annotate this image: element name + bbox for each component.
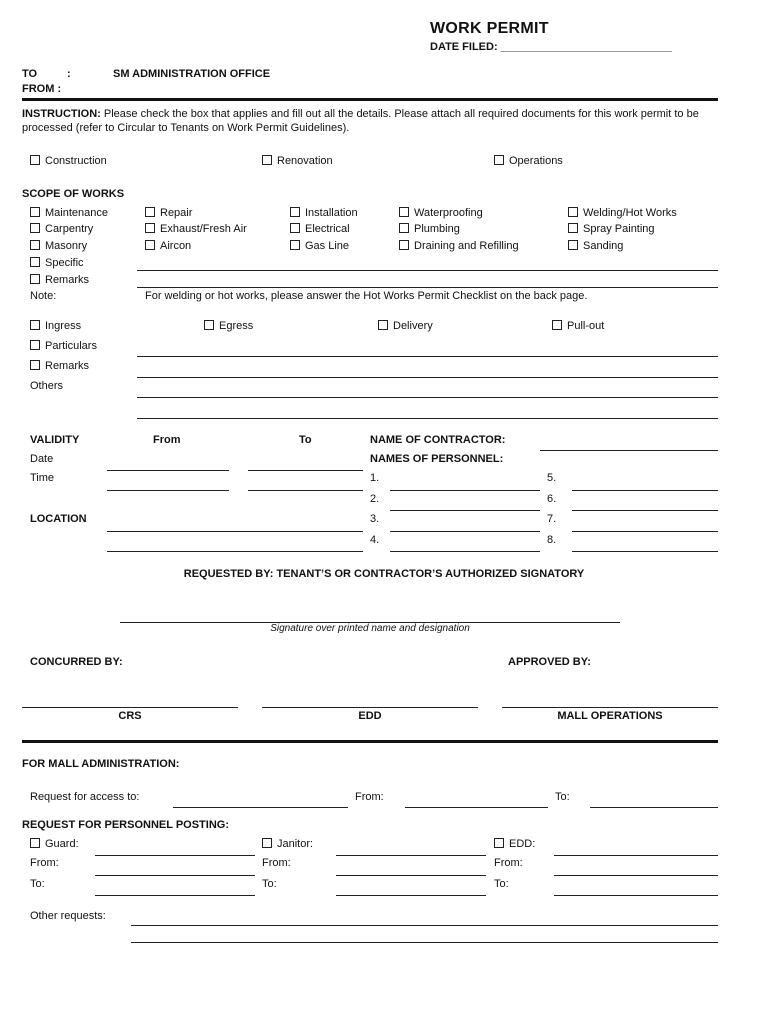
others-label: Others xyxy=(30,380,64,392)
checkbox-icon xyxy=(30,340,40,350)
checkbox-icon xyxy=(399,223,409,233)
checkbox-icon xyxy=(30,360,40,370)
checkbox-icon xyxy=(30,155,40,165)
concurred-by-label: CONCURRED BY: xyxy=(30,656,123,668)
access-to-label: To: xyxy=(555,791,570,803)
instruction-text: Please check the box that applies and fill out all the details. Please attach all required documents for this work permit to be processed (refer to Circular to Tenants on Work Permit Guidelines). xyxy=(22,108,699,134)
janitor-from-label: From: xyxy=(262,857,291,869)
specific-input-line[interactable] xyxy=(137,270,718,271)
contractor-label: NAME OF CONTRACTOR: xyxy=(370,434,506,446)
personnel-8-input-line[interactable] xyxy=(572,551,718,552)
scope-heading: SCOPE OF WORKS xyxy=(22,188,125,200)
checkbox-maintenance[interactable]: Maintenance xyxy=(30,207,108,219)
access-from-input-line[interactable] xyxy=(405,807,548,808)
particulars-input-line[interactable] xyxy=(137,356,718,357)
guard-from-input-line[interactable] xyxy=(95,875,255,876)
checkbox-icon xyxy=(30,223,40,233)
checkbox-icon xyxy=(262,155,272,165)
checkbox-carpentry[interactable]: Carpentry xyxy=(30,223,93,235)
checkbox-draining[interactable]: Draining and Refilling xyxy=(399,240,519,252)
checkbox-icon xyxy=(145,207,155,217)
checkbox-specific[interactable]: Specific xyxy=(30,257,84,269)
edd-to-input-line[interactable] xyxy=(554,895,718,896)
crs-label: CRS xyxy=(118,710,142,722)
checkbox-renovation[interactable]: Renovation xyxy=(262,155,333,167)
checkbox-masonry[interactable]: Masonry xyxy=(30,240,87,252)
checkbox-janitor[interactable]: Janitor: xyxy=(262,838,313,850)
checkbox-exhaust[interactable]: Exhaust/Fresh Air xyxy=(145,223,247,235)
personnel-number-3: 3. xyxy=(370,513,380,525)
checkbox-icon xyxy=(399,240,409,250)
checkbox-egress[interactable]: Egress xyxy=(204,320,253,332)
edd-input-line[interactable] xyxy=(554,855,718,856)
checkbox-remarks[interactable]: Remarks xyxy=(30,274,89,286)
checkbox-icon xyxy=(145,240,155,250)
mall-operations-signature-line[interactable] xyxy=(502,707,718,708)
checkbox-icon xyxy=(552,320,562,330)
access-to-input-line[interactable] xyxy=(590,807,718,808)
signature-caption: Signature over printed name and designation xyxy=(270,623,470,634)
checkbox-edd[interactable]: EDD: xyxy=(494,838,535,850)
crs-signature-line[interactable] xyxy=(22,707,238,708)
checkbox-welding[interactable]: Welding/Hot Works xyxy=(568,207,677,219)
location-input-line-2[interactable] xyxy=(107,551,363,552)
guard-from-label: From: xyxy=(30,857,59,869)
date-from-input-line[interactable] xyxy=(107,470,229,471)
edd-from-input-line[interactable] xyxy=(554,875,718,876)
personnel-5-input-line[interactable] xyxy=(572,490,718,491)
personnel-number-2: 2. xyxy=(370,493,380,505)
checkbox-plumbing[interactable]: Plumbing xyxy=(399,223,460,235)
personnel-label: NAMES OF PERSONNEL: xyxy=(370,453,504,465)
others-input-line-2[interactable] xyxy=(137,418,718,419)
checkbox-pull-out[interactable]: Pull-out xyxy=(552,320,604,332)
checkbox-aircon[interactable]: Aircon xyxy=(145,240,191,252)
checkbox-icon xyxy=(290,223,300,233)
checkbox-delivery[interactable]: Delivery xyxy=(378,320,433,332)
access-remarks-input-line[interactable] xyxy=(137,377,718,378)
checkbox-icon xyxy=(30,257,40,267)
contractor-input-line[interactable] xyxy=(540,450,718,451)
janitor-to-input-line[interactable] xyxy=(336,895,486,896)
remarks-input-line[interactable] xyxy=(137,287,718,288)
checkbox-repair[interactable]: Repair xyxy=(145,207,192,219)
time-to-input-line[interactable] xyxy=(248,490,363,491)
checkbox-icon xyxy=(290,207,300,217)
edd-from-label: From: xyxy=(494,857,523,869)
to-colon: : xyxy=(67,68,71,80)
section-divider xyxy=(22,740,718,743)
personnel-number-5: 5. xyxy=(547,472,557,484)
checkbox-waterproofing[interactable]: Waterproofing xyxy=(399,207,483,219)
janitor-from-input-line[interactable] xyxy=(336,875,486,876)
checkbox-icon xyxy=(568,240,578,250)
checkbox-access-remarks[interactable]: Remarks xyxy=(30,360,89,372)
page-title: WORK PERMIT xyxy=(430,20,549,37)
to-value: SM ADMINISTRATION OFFICE xyxy=(113,68,271,80)
validity-from-label: From xyxy=(153,434,181,446)
checkbox-icon xyxy=(30,838,40,848)
note-label: Note: xyxy=(30,290,57,302)
personnel-1-input-line[interactable] xyxy=(390,490,540,491)
personnel-2-input-line[interactable] xyxy=(390,510,540,511)
checkbox-installation[interactable]: Installation xyxy=(290,207,358,219)
request-access-label: Request for access to: xyxy=(30,791,140,803)
checkbox-icon xyxy=(204,320,214,330)
guard-to-label: To: xyxy=(30,878,45,890)
checkbox-icon xyxy=(290,240,300,250)
checkbox-icon xyxy=(568,223,578,233)
personnel-number-7: 7. xyxy=(547,513,557,525)
header-divider xyxy=(22,98,718,101)
checkbox-icon xyxy=(30,207,40,217)
checkbox-icon xyxy=(568,207,578,217)
time-from-input-line[interactable] xyxy=(107,490,229,491)
personnel-posting-heading: REQUEST FOR PERSONNEL POSTING: xyxy=(22,819,229,831)
location-input-line[interactable] xyxy=(107,531,363,532)
other-requests-input-line[interactable] xyxy=(131,925,718,926)
checkbox-electrical[interactable]: Electrical xyxy=(290,223,350,235)
validity-to-label: To xyxy=(299,434,312,446)
checkbox-icon xyxy=(30,320,40,330)
instruction-label: INSTRUCTION: xyxy=(22,108,101,120)
janitor-input-line[interactable] xyxy=(336,855,486,856)
date-filed-label: DATE FILED: ____________________________ xyxy=(430,41,672,53)
edd-signature-line[interactable] xyxy=(262,707,478,708)
janitor-to-label: To: xyxy=(262,878,277,890)
checkbox-guard[interactable]: Guard: xyxy=(30,838,79,850)
approved-by-label: APPROVED BY: xyxy=(508,656,591,668)
personnel-number-6: 6. xyxy=(547,493,557,505)
edd-label: EDD xyxy=(358,710,382,722)
checkbox-spray-painting[interactable]: Spray Painting xyxy=(568,223,655,235)
checkbox-sanding[interactable]: Sanding xyxy=(568,240,623,252)
access-from-label: From: xyxy=(355,791,384,803)
other-requests-input-line-2[interactable] xyxy=(131,942,718,943)
note-text: For welding or hot works, please answer the Hot Works Permit Checklist on the back page. xyxy=(145,290,588,302)
request-access-input-line[interactable] xyxy=(173,807,348,808)
checkbox-icon xyxy=(494,155,504,165)
validity-label: VALIDITY xyxy=(30,434,80,446)
others-input-line[interactable] xyxy=(137,397,718,398)
edd-to-label: To: xyxy=(494,878,509,890)
personnel-6-input-line[interactable] xyxy=(572,510,718,511)
checkbox-operations[interactable]: Operations xyxy=(494,155,563,167)
checkbox-particulars[interactable]: Particulars xyxy=(30,340,97,352)
time-label: Time xyxy=(30,472,55,484)
date-label: Date xyxy=(30,453,54,465)
personnel-number-4: 4. xyxy=(370,534,380,546)
from-label: FROM : xyxy=(22,83,62,95)
instruction xyxy=(22,107,712,135)
checkbox-icon xyxy=(30,240,40,250)
guard-input-line[interactable] xyxy=(95,855,255,856)
admin-heading: FOR MALL ADMINISTRATION: xyxy=(22,758,180,770)
checkbox-gas-line[interactable]: Gas Line xyxy=(290,240,349,252)
checkbox-icon xyxy=(378,320,388,330)
checkbox-icon xyxy=(399,207,409,217)
personnel-number-1: 1. xyxy=(370,472,380,484)
personnel-7-input-line[interactable] xyxy=(572,531,718,532)
to-label: TO xyxy=(22,68,38,80)
personnel-number-8: 8. xyxy=(547,534,557,546)
checkbox-icon xyxy=(494,838,504,848)
checkbox-icon xyxy=(262,838,272,848)
personnel-4-input-line[interactable] xyxy=(390,551,540,552)
personnel-3-input-line[interactable] xyxy=(390,531,540,532)
requested-by-label: REQUESTED BY: TENANT’S OR CONTRACTOR’S AUTHORIZED SIGNATORY xyxy=(183,568,585,580)
guard-to-input-line[interactable] xyxy=(95,895,255,896)
mall-operations-label: MALL OPERATIONS xyxy=(557,710,663,722)
location-label: LOCATION xyxy=(30,513,87,525)
checkbox-icon xyxy=(145,223,155,233)
checkbox-icon xyxy=(30,274,40,284)
checkbox-ingress[interactable]: Ingress xyxy=(30,320,81,332)
checkbox-construction[interactable]: Construction xyxy=(30,155,107,167)
other-requests-label: Other requests: xyxy=(30,910,106,922)
date-to-input-line[interactable] xyxy=(248,470,363,471)
